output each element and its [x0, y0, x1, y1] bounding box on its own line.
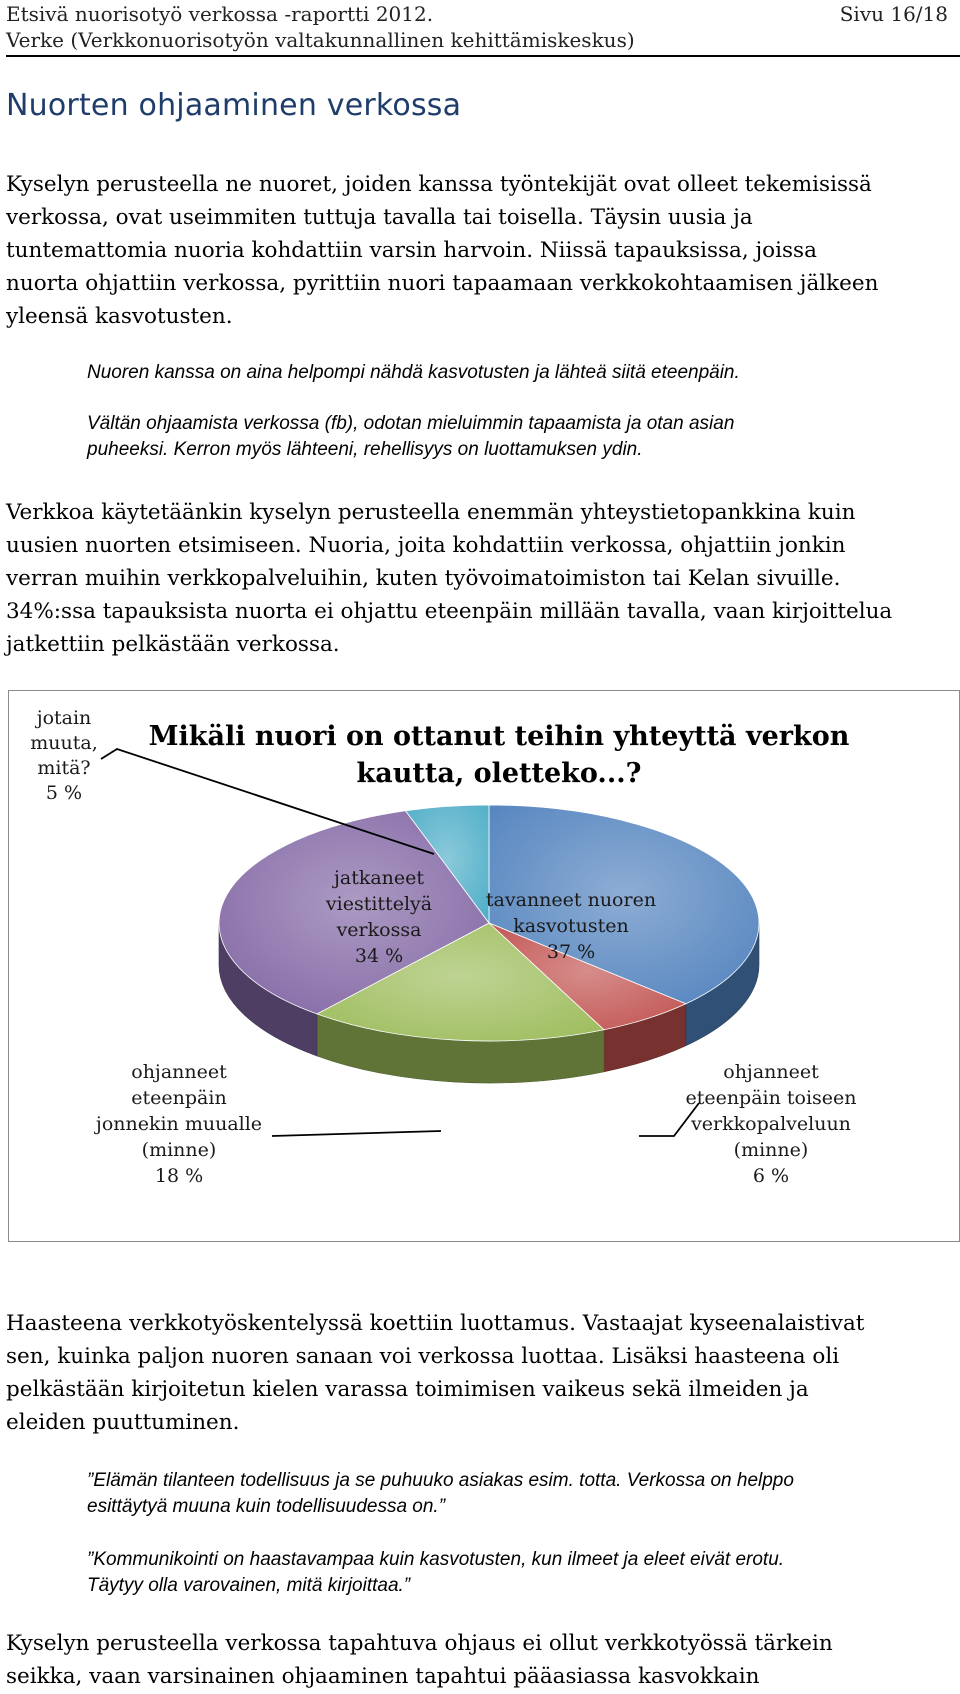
pie-slice-label: kasvotusten: [513, 915, 629, 937]
quote-line: Täytyy olla varovainen, mitä kirjoittaa.”: [87, 1575, 411, 1596]
pie-slice-label: jonnekin muualle: [95, 1113, 263, 1135]
pie-slice-label: mitä?: [37, 757, 91, 779]
paragraph-line: nuorta ohjattiin verkossa, pyrittiin nuori tapaamaan verkkokohtaamisen jälkeen: [6, 271, 879, 296]
page-number: Sivu 16/18: [839, 2, 948, 26]
quote-line: Vältän ohjaamista verkossa (fb), odotan mieluimmin tapaamista ja otan asian: [87, 413, 735, 434]
quote-line: Nuoren kanssa on aina helpompi nähdä kasvotusten ja lähteä siitä eteenpäin.: [87, 362, 740, 383]
paragraph-line: Kyselyn perusteella verkossa tapahtuva ohjaus ei ollut verkkotyössä tärkein: [6, 1631, 833, 1656]
pie-slice-label: verkkopalveluun: [691, 1113, 851, 1135]
pie-slice-label: jotain: [36, 707, 92, 729]
pie-slice-label: ohjanneet: [131, 1061, 227, 1083]
pie-slice-label: verkossa: [336, 919, 422, 941]
paragraph-line: uusien nuorten etsimiseen. Nuoria, joita kohdattiin verkossa, ohjattiin jonkin: [6, 533, 846, 558]
pie-value-label: 6 %: [752, 1165, 790, 1187]
pie-slice-label: tavanneet nuoren: [485, 889, 657, 911]
pie-chart-svg: [9, 691, 959, 1241]
paragraph-line: sen, kuinka paljon nuoren sanaan voi verkossa luottaa. Lisäksi haasteena oli: [6, 1344, 840, 1369]
paragraph-line: 34%:ssa tapauksista nuorta ei ohjattu eteenpäin millään tavalla, vaan kirjoittelua: [6, 599, 893, 624]
header-rule: [6, 55, 960, 57]
pie-value-label: 34 %: [354, 945, 404, 967]
paragraph-line: Verkkoa käytetäänkin kyselyn perusteella enemmän yhteystietopankkina kuin: [6, 500, 856, 525]
quote-line: ”Elämän tilanteen todellisuus ja se puhuuko asiakas esim. totta. Verkossa on helppo: [87, 1470, 794, 1491]
paragraph-4: [6, 1627, 956, 1693]
pie-value-label: 37 %: [546, 941, 596, 963]
paragraph-line: Haasteena verkkotyöskentelyssä koettiin luottamus. Vastaajat kyseenalaistivat: [6, 1311, 865, 1336]
leader-line-muualle: [272, 1131, 441, 1136]
paragraph-line: yleensä kasvotusten.: [6, 304, 233, 329]
quote-line: ”Kommunikointi on haastavampaa kuin kasvotusten, kun ilmeet ja eleet eivät erotu.: [87, 1549, 785, 1570]
pie-chart: [8, 690, 960, 1242]
paragraph-line: eleiden puuttuminen.: [6, 1410, 240, 1435]
paragraph-line: verkossa, ovat useimmiten tuttuja tavalla tai toisella. Täysin uusia ja: [6, 205, 753, 230]
pie-slice-label: ohjanneet: [723, 1061, 819, 1083]
section-heading: Nuorten ohjaaminen verkossa: [6, 88, 462, 123]
quote-line: esittäytyä muuna kuin todellisuudessa on.”: [87, 1496, 446, 1517]
paragraph-2: [6, 496, 956, 661]
quote-1: [87, 360, 937, 386]
chart-title-line-1: Mikäli nuori on ottanut teihin yhteyttä verkon: [148, 721, 850, 752]
quote-4: [87, 1547, 937, 1599]
pie-slice-label: eteenpäin toiseen: [685, 1087, 857, 1109]
paragraph-line: seikka, vaan varsinainen ohjaaminen tapahtui pääasiassa kasvokkain: [6, 1664, 760, 1689]
header-organization: Verke (Verkkonuorisotyön valtakunnallinen kehittämiskeskus): [6, 28, 635, 52]
pie-value-label: 18 %: [154, 1165, 204, 1187]
paragraph-line: tuntemattomia nuoria kohdattiin varsin harvoin. Niissä tapauksissa, joissa: [6, 238, 817, 263]
paragraph-3: [6, 1307, 956, 1439]
paragraph-line: verran muihin verkkopalveluihin, kuten työvoimatoimiston tai Kelan sivuille.: [6, 566, 841, 591]
pie-slice-label: eteenpäin: [131, 1087, 227, 1109]
paragraph-line: jatkettiin pelkästään verkossa.: [6, 632, 340, 657]
pie-slice-label: (minne): [733, 1139, 809, 1161]
pie-slice-label: jatkaneet: [333, 867, 425, 889]
paragraph-1: [6, 168, 956, 333]
pie-slice-label: (minne): [141, 1139, 217, 1161]
pie-value-label: 5 %: [45, 782, 83, 804]
quote-line: puheeksi. Kerron myös lähteeni, rehellisyys on luottamuksen ydin.: [87, 439, 643, 460]
quote-2: [87, 411, 937, 463]
paragraph-line: pelkästään kirjoitetun kielen varassa toimimisen vaikeus sekä ilmeiden ja: [6, 1377, 809, 1402]
pie-slice-label: muuta,: [30, 732, 98, 754]
paragraph-line: Kyselyn perusteella ne nuoret, joiden kanssa työntekijät ovat olleet tekemisissä: [6, 172, 872, 197]
header-title: Etsivä nuorisotyö verkossa -raportti 2012.: [6, 2, 434, 26]
pie-slice-label: viestittelyä: [325, 893, 433, 915]
chart-title-line-2: kautta, oletteko...?: [356, 758, 642, 789]
quote-3: [87, 1468, 937, 1520]
